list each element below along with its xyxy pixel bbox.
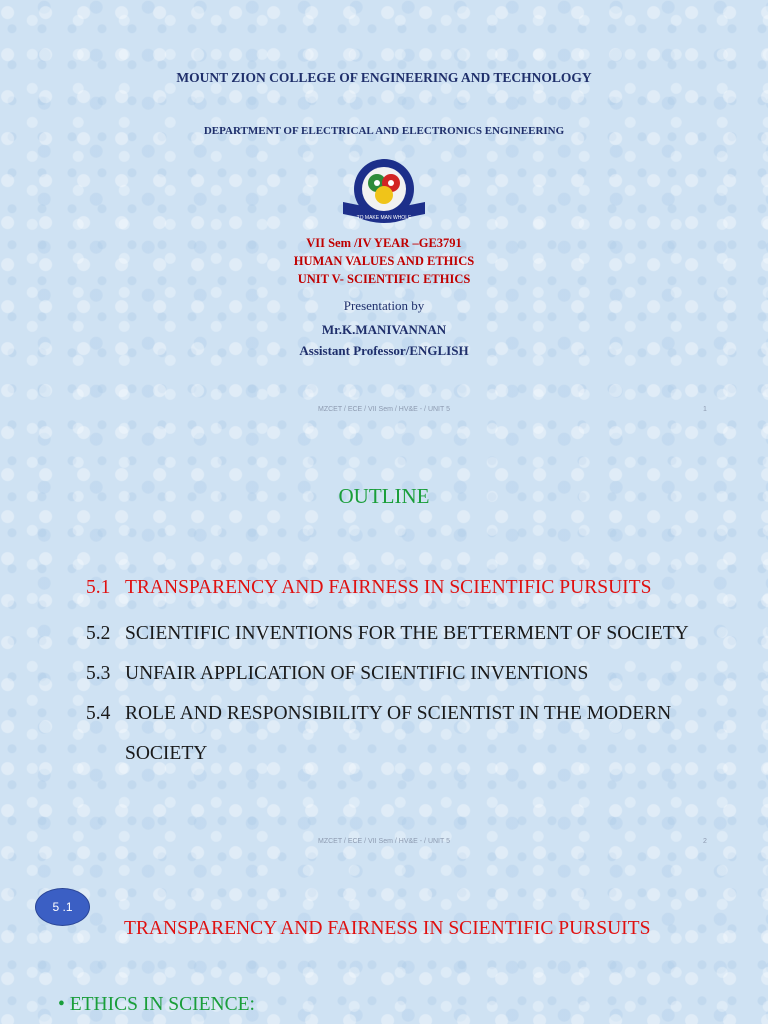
page-number: 2 — [703, 838, 707, 845]
outline-item — [86, 694, 736, 734]
presentation-by: Presentation by — [343, 298, 425, 313]
item-number: 5.2 — [86, 623, 111, 644]
outline-item-continuation: SOCIETY — [125, 743, 208, 764]
slide-2 — [0, 432, 768, 864]
bullet-heading: • ETHICS IN SCIENCE: — [58, 994, 255, 1015]
section-title: TRANSPARENCY AND FAIRNESS IN SCIENTIFIC PURSUITS — [124, 918, 651, 939]
item-text: ROLE AND RESPONSIBILITY OF SCIENTIST IN THE MODERN — [125, 703, 672, 724]
item-number: 5.4 — [86, 703, 111, 724]
slide-footer: MZCET / ECE / VII Sem / HV&E - / UNIT 5 — [318, 838, 450, 845]
department-name: DEPARTMENT OF ELECTRICAL AND ELECTRONICS ENGINEERING — [203, 125, 565, 137]
subject: HUMAN VALUES AND ETHICS — [293, 254, 475, 268]
section-badge: 5 .1 — [35, 888, 90, 926]
outline-item — [86, 568, 736, 608]
college-logo — [341, 156, 427, 230]
presenter-designation: Assistant Professor/ENGLISH — [299, 343, 469, 358]
logo-motto: TO MAKE MAN WHOLE — [356, 215, 412, 221]
outline-title: OUTLINE — [338, 484, 430, 508]
unit-title: UNIT V- SCIENTIFIC ETHICS — [297, 272, 471, 286]
presenter-block — [0, 319, 768, 361]
item-text: SCIENTIFIC INVENTIONS FOR THE BETTERMENT OF SOCIETY — [125, 623, 689, 644]
college-name: MOUNT ZION COLLEGE OF ENGINEERING AND TECHNOLOGY — [176, 70, 592, 85]
outline-item — [86, 654, 736, 694]
page-number: 1 — [703, 406, 707, 413]
slide-1 — [0, 0, 768, 432]
presenter-name: Mr.K.MANIVANNAN — [321, 322, 447, 337]
item-text: TRANSPARENCY AND FAIRNESS IN SCIENTIFIC PURSUITS — [125, 577, 652, 598]
slide-footer: MZCET / ECE / VII Sem / HV&E - / UNIT 5 — [318, 406, 450, 413]
item-number: 5.1 — [86, 577, 111, 598]
semester: VII Sem /IV YEAR –GE3791 — [306, 236, 462, 250]
item-text: UNFAIR APPLICATION OF SCIENTIFIC INVENTIONS — [125, 663, 589, 684]
course-info — [0, 234, 768, 288]
slide-3 — [0, 864, 768, 1024]
item-number: 5.3 — [86, 663, 111, 684]
outline-list — [86, 568, 736, 774]
outline-item — [86, 614, 736, 654]
